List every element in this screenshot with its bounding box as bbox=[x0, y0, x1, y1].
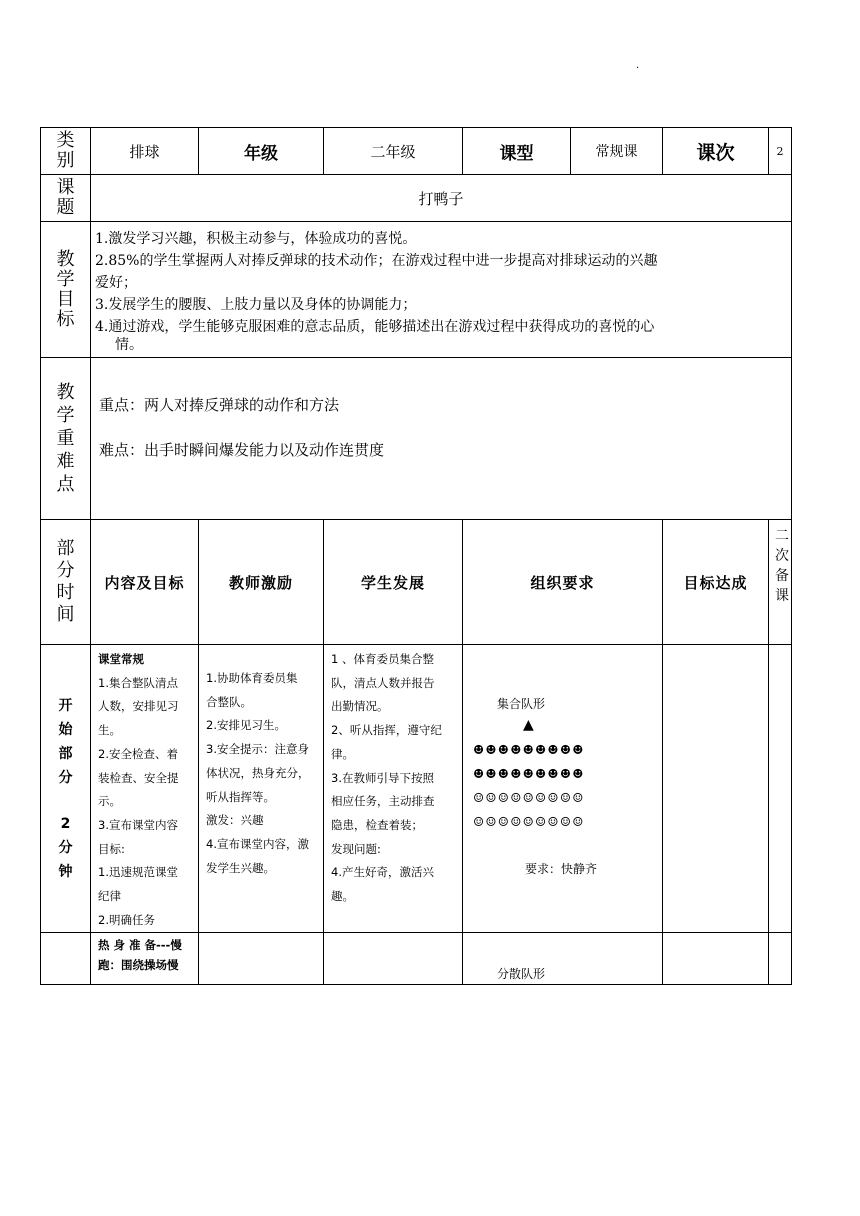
formation-row: ☻☻☻☻☻☻☻☻☻ bbox=[473, 766, 585, 781]
warmup-student bbox=[324, 933, 463, 985]
columns-header-row bbox=[41, 520, 792, 645]
start-organization bbox=[463, 645, 663, 933]
start-content-text-line: 2.明确任务 bbox=[98, 912, 155, 927]
header-row bbox=[41, 128, 792, 175]
objective-item: 2.85%的学生掌握两人对捧反弹球的技术动作；在游戏过程中进一步提高对排球运动的兴趣 bbox=[95, 252, 658, 269]
second-prep-label-text: 二 次 备 课 bbox=[775, 528, 790, 604]
minutes-unit bbox=[41, 836, 90, 884]
start-student-text-line: 4.产生好奇，激活兴 bbox=[331, 865, 434, 880]
formation-row: ☺☺☺☺☺☺☺☺☺ bbox=[473, 814, 585, 829]
category-label bbox=[41, 128, 91, 175]
start-teacher-text-line: 激发：兴趣 bbox=[206, 813, 264, 828]
key-points-label bbox=[41, 358, 91, 520]
topic-value: 打鸭子 bbox=[91, 175, 792, 222]
start-teacher-text-line: 发学生兴趣。 bbox=[206, 860, 275, 875]
start-teacher-text-line: 体状况，热身充分， bbox=[206, 765, 310, 780]
topic-label bbox=[41, 175, 91, 222]
objectives-label-text: 教 学 目 标 bbox=[56, 248, 75, 330]
start-content bbox=[91, 645, 199, 933]
start-student bbox=[324, 645, 463, 933]
start-teacher-text-line: 3.安全提示：注意身 bbox=[206, 742, 309, 757]
start-label-line: 开 bbox=[58, 697, 73, 714]
start-teacher-text-line: 1.协助体育委员集 bbox=[206, 671, 298, 685]
objectives-label bbox=[41, 222, 91, 358]
warmup-content bbox=[91, 933, 199, 985]
start-content-text-line: 目标: bbox=[98, 841, 125, 856]
difficulty-point: 难点：出手时瞬间爆发能力以及动作连贯度 bbox=[99, 441, 385, 459]
start-student-text-line: 1 、体育委员集合整 bbox=[331, 652, 434, 666]
start-student-text bbox=[331, 648, 458, 909]
start-content-text-line: 1.集合整队清点 bbox=[98, 675, 178, 690]
start-student-text-line: 相应任务，主动排查 bbox=[331, 794, 435, 809]
warmup-second-prep bbox=[769, 933, 792, 985]
key-points-row bbox=[41, 358, 792, 520]
objectives-list bbox=[91, 222, 792, 358]
start-content-text-line: 2.安全检查、着 bbox=[98, 746, 178, 761]
warmup-line: 跑：围绕操场慢 bbox=[98, 958, 179, 973]
objective-item: 情。 bbox=[115, 336, 143, 353]
formation-title: 集合队形 bbox=[497, 697, 546, 711]
topic-row bbox=[41, 175, 792, 222]
warmup-organization: 分散队形 bbox=[463, 933, 663, 985]
teacher-header: 教师激励 bbox=[199, 520, 324, 645]
page-marker: . bbox=[636, 60, 640, 71]
key-point: 重点：两人对捧反弹球的动作和方法 bbox=[99, 396, 340, 414]
start-content-text-line: 人数，安排见习 bbox=[98, 699, 179, 714]
part-time-header bbox=[41, 520, 91, 645]
start-section-row bbox=[41, 645, 792, 933]
session-label: 课次 bbox=[663, 128, 769, 175]
start-label-line: 部 bbox=[58, 745, 73, 762]
start-student-text-line: 隐患，检查着装； bbox=[331, 817, 423, 832]
organization-header: 组织要求 bbox=[463, 520, 663, 645]
formation-row: ☻☻☻☻☻☻☻☻☻ bbox=[473, 742, 585, 757]
start-content-text bbox=[98, 648, 194, 932]
start-teacher bbox=[199, 645, 324, 933]
teacher-position-icon: ▲ bbox=[523, 717, 534, 733]
objective-item: 4.通过游戏，学生能够克服困难的意志品质，能够描述出在游戏过程中获得成功的喜悦的心 bbox=[95, 318, 655, 335]
start-student-text-line: 发现问题: bbox=[331, 841, 381, 856]
start-content-text-line: 1.迅速规范课堂 bbox=[98, 865, 178, 880]
target-header: 目标达成 bbox=[663, 520, 769, 645]
second-prep-header bbox=[769, 520, 792, 645]
type-value: 常规课 bbox=[571, 128, 663, 175]
objective-item: 爱好； bbox=[95, 274, 137, 291]
start-teacher-text-line: 2.安排见习生。 bbox=[206, 718, 286, 733]
session-value: 2 bbox=[769, 128, 792, 175]
start-student-text-line: 队，清点人数并报告 bbox=[331, 675, 435, 690]
category-value: 排球 bbox=[91, 128, 199, 175]
grade-value: 二年级 bbox=[324, 128, 463, 175]
start-target bbox=[663, 645, 769, 933]
warmup-target bbox=[663, 933, 769, 985]
minutes-unit-line: 分 bbox=[58, 839, 73, 856]
formation-row: ☺☺☺☺☺☺☺☺☺ bbox=[473, 790, 585, 805]
start-content-text-line: 3.宣布课堂内容 bbox=[98, 817, 178, 832]
start-part-label bbox=[41, 645, 91, 933]
objectives-row bbox=[41, 222, 792, 358]
lesson-plan-table bbox=[40, 127, 791, 985]
start-teacher-text bbox=[206, 667, 319, 880]
start-student-text-line: 2、听从指挥，遵守纪 bbox=[331, 723, 442, 738]
key-points-content bbox=[91, 358, 792, 520]
start-teacher-text-line: 4.宣布课堂内容，激 bbox=[206, 836, 309, 851]
start-student-text-line: 出勤情况。 bbox=[331, 699, 389, 714]
start-label bbox=[41, 694, 90, 790]
start-content-text-line: 生。 bbox=[98, 723, 121, 738]
start-label-line: 分 bbox=[58, 769, 73, 786]
topic-label-text: 课 题 bbox=[56, 177, 75, 218]
grade-label: 年级 bbox=[199, 128, 324, 175]
warmup-part-label bbox=[41, 933, 91, 985]
warmup-row bbox=[41, 933, 792, 985]
objective-item: 1.激发学习兴趣，积极主动参与，体验成功的喜悦。 bbox=[95, 230, 417, 247]
start-teacher-text-line: 合整队。 bbox=[206, 694, 252, 709]
warmup-line: 热 身 准 备---慢 bbox=[98, 938, 182, 953]
category-label-text: 类 别 bbox=[56, 130, 75, 171]
start-minutes: 2 bbox=[60, 815, 71, 832]
start-content-text-line: 课堂常规 bbox=[98, 652, 144, 666]
start-content-text-line: 装检查、安全提 bbox=[98, 770, 179, 785]
start-label-line: 始 bbox=[58, 721, 73, 738]
warmup-teacher bbox=[199, 933, 324, 985]
objective-item: 3.发展学生的腰腹、上肢力量以及身体的协调能力； bbox=[95, 296, 417, 313]
student-header: 学生发展 bbox=[324, 520, 463, 645]
start-content-text-line: 纪律 bbox=[98, 889, 121, 904]
start-student-text-line: 趣。 bbox=[331, 889, 354, 904]
start-content-text-line: 示。 bbox=[98, 794, 121, 809]
start-student-text-line: 律。 bbox=[331, 746, 354, 761]
key-points-label-text: 教 学 重 难 点 bbox=[56, 382, 75, 495]
type-label: 课型 bbox=[463, 128, 571, 175]
start-second-prep bbox=[769, 645, 792, 933]
start-teacher-text-line: 听从指挥等。 bbox=[206, 789, 275, 804]
content-header: 内容及目标 bbox=[91, 520, 199, 645]
minutes-unit-line: 钟 bbox=[58, 863, 73, 880]
part-time-label-text: 部 分 时 间 bbox=[56, 538, 75, 625]
formation-requirement: 要求：快静齐 bbox=[525, 862, 598, 876]
start-student-text-line: 3.在教师引导下按照 bbox=[331, 770, 434, 785]
